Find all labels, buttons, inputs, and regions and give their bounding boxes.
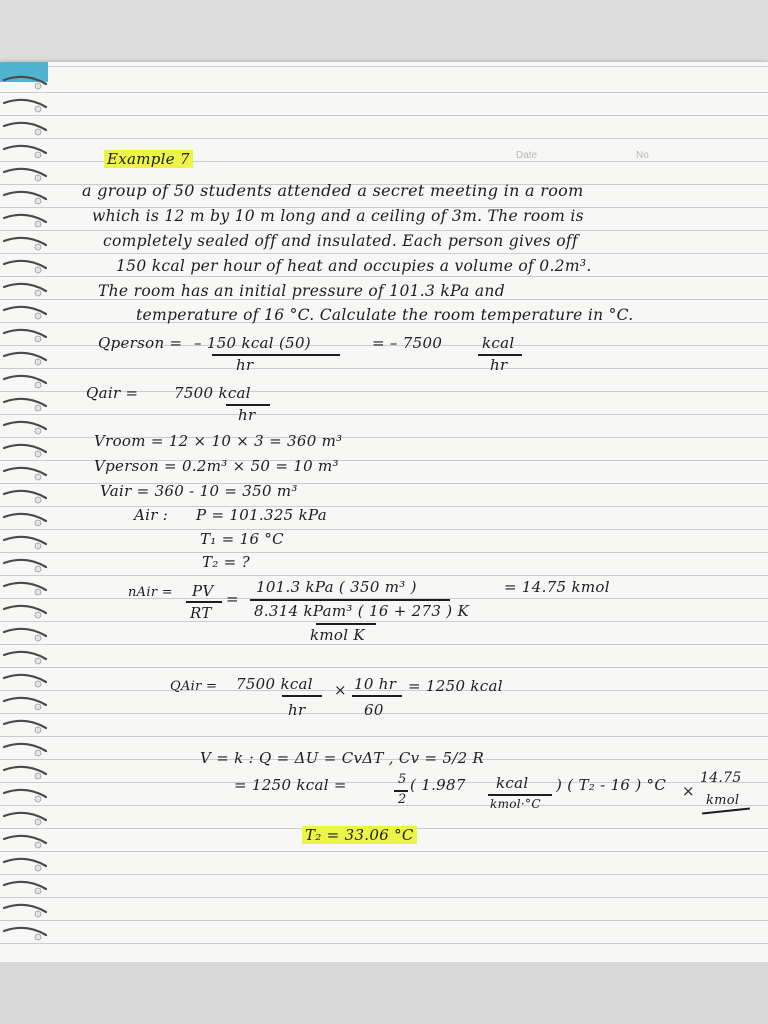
qair2-bar1 [282, 695, 322, 697]
final-eq-lhs: = 1250 kcal = [234, 776, 347, 794]
qair2-den1: hr [288, 701, 306, 719]
desk-background [0, 962, 768, 1024]
problem-line-5: The room has an initial pressure of 101.3 kPa and [98, 282, 505, 300]
final-n-unit: kmol [706, 793, 740, 808]
number-label: No [636, 150, 649, 161]
air-t1: T₁ = 16 °C [200, 530, 284, 548]
energy-balance-line: V = k : Q = ΔU = CvΔT , Cv = 5/2 R [200, 749, 485, 767]
nair-label: nAir = [128, 585, 173, 600]
problem-line-4: 150 kcal per hour of heat and occupies a volume of 0.2m³. [116, 257, 592, 275]
final-times: × [682, 782, 695, 800]
air-pressure: P = 101.325 kPa [196, 506, 327, 524]
air-label: Air : [134, 506, 169, 524]
final-frac-den: 2 [398, 792, 407, 807]
qperson-eq: = – 7500 [372, 334, 443, 352]
answer-highlight: T₂ = 33.06 °C [302, 826, 417, 844]
nair-result: = 14.75 kmol [504, 578, 610, 596]
qair2-bar2 [352, 695, 402, 697]
qair2-times: × [334, 681, 347, 699]
qair-den: hr [238, 406, 256, 424]
qperson-label: Qperson = [98, 334, 183, 352]
qair-num: 7500 kcal [174, 384, 251, 402]
qair2-result: = 1250 kcal [408, 677, 503, 695]
air-t2: T₂ = ? [202, 553, 250, 571]
example-title: Example 7 [104, 150, 193, 168]
final-kcal: kcal [496, 774, 529, 792]
final-kmol-unit: kmol·°C [490, 797, 541, 811]
nair-numerator: 101.3 kPa ( 350 m³ ) [256, 578, 417, 596]
problem-line-3: completely sealed off and insulated. Each person gives off [103, 232, 578, 250]
nair-denominator-unit: kmol K [310, 626, 365, 644]
vperson-line: Vperson = 0.2m³ × 50 = 10 m³ [94, 457, 339, 475]
qair2-num2: 10 hr [354, 675, 397, 693]
qair2-den2: 60 [364, 701, 384, 719]
nair-rt: RT [190, 604, 212, 622]
qperson-unit: hr [236, 356, 254, 374]
vair-line: Vair = 360 - 10 = 350 m³ [100, 482, 298, 500]
qperson-fraction-bar [212, 354, 340, 356]
final-n: 14.75 [700, 770, 742, 786]
nair-unit-bar [316, 623, 376, 625]
qair-label: Qair = [86, 384, 139, 402]
qperson-expr: – 150 kcal (50) [194, 334, 311, 352]
date-label: Date [516, 150, 538, 161]
nair-main-bar [250, 599, 450, 601]
nair-denominator: 8.314 kPam³ ( 16 + 273 ) K [254, 602, 470, 620]
final-kcal-bar [488, 794, 552, 796]
qperson-result-den: hr [490, 356, 508, 374]
vroom-line: Vroom = 12 × 10 × 3 = 360 m³ [94, 432, 343, 450]
nair-pv-bar [186, 601, 222, 603]
final-tail: ) ( T₂ - 16 ) °C [556, 776, 667, 794]
nair-pv: PV [192, 582, 214, 600]
problem-line-2: which is 12 m by 10 m long and a ceiling of 3m. The room is [92, 207, 584, 225]
qperson-result-num: kcal [482, 334, 515, 352]
problem-line-1: a group of 50 students attended a secret meeting in a room [82, 181, 584, 200]
qair2-num1: 7500 kcal [236, 675, 313, 693]
nair-equals: = [226, 590, 239, 608]
final-frac-num: 5 [398, 772, 407, 787]
final-open: ( 1.987 [410, 776, 466, 794]
problem-line-6: temperature of 16 °C. Calculate the room temperature in °C. [136, 306, 634, 324]
spiral-binding [0, 70, 52, 960]
qair2-label: QAir = [170, 679, 218, 694]
